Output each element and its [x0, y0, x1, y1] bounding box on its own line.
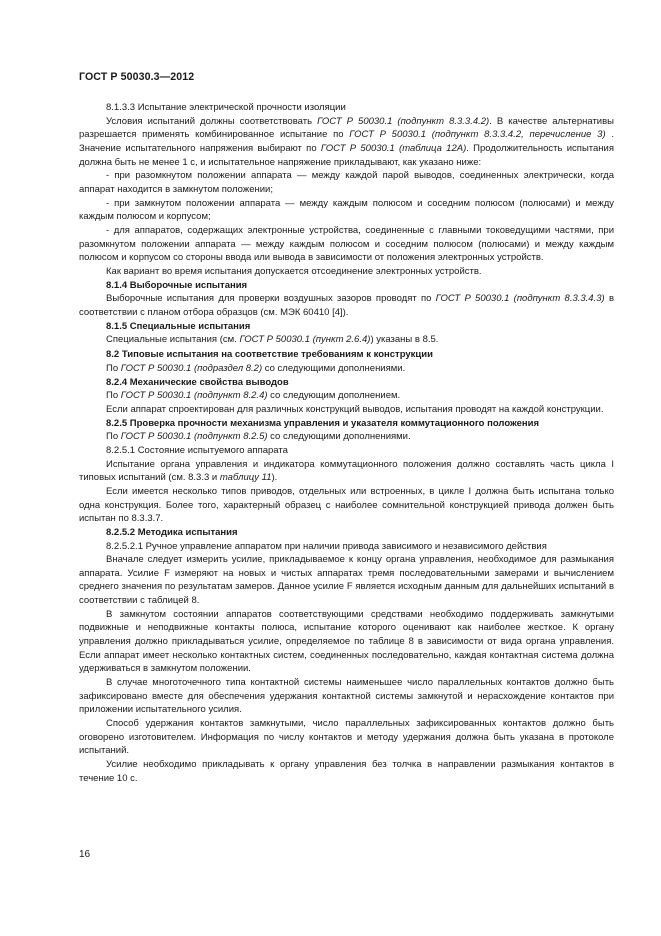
paragraph [79, 224, 614, 265]
text-run: со следующими дополнениями. [262, 362, 406, 374]
text-run: 8.1.5 Специальные испытания [106, 320, 251, 332]
text-run: По [106, 431, 121, 443]
text-run: Если имеется несколько типов приводов, отдельных или встроенных, в цикле I должна быть испытана только одна конструкция. Более того, характерный образец с наиболее сомнительной конструкцией привода должен быть испытан по 8.3.3.7. [79, 485, 614, 525]
reference-citation: ГОСТ Р 50030.1 (таблица 12А) [320, 142, 467, 154]
reference-citation: ГОСТ Р 50030.1 (пункт 2.6.4) [239, 334, 371, 346]
text-run: В замкнутом состоянии аппаратов соответствующими средствами необходимо поддерживать замкнутыми подвижные и неподвижные контакты полюса, испытание которого оценивают как наиболее жесткое. К органу управления должно прикладываться усилие, определяемое по таблице 8 в зависимости от вида органа управления. Если аппарат имеет несколько контактных систем, соединенных последовательно, каждая контактная система должна удерживаться в замкнутом положении. [79, 608, 614, 675]
text-run: - при разомкнутом положении аппарата — между каждой парой выводов, соединенных электрически, когда аппарат находится в замкнутом положении; [79, 170, 614, 195]
paragraph [79, 115, 614, 170]
paragraph [79, 485, 614, 526]
paragraph [79, 758, 614, 785]
paragraph [79, 333, 614, 347]
text-run: Если аппарат спроектирован для различных конструкций выводов, испытания проводят на каждой конструкции. [106, 403, 604, 415]
paragraph [79, 553, 614, 608]
text-run: Усилие необходимо прикладывать к органу управления без толчка в направлении размыкания контактов в течение 10 с. [79, 759, 614, 784]
text-run: ). [271, 472, 278, 484]
text-run: 8.1.4 Выборочные испытания [106, 279, 248, 291]
text-run: со следующим дополнением. [267, 390, 401, 402]
text-run: По [106, 390, 121, 402]
paragraph [79, 265, 614, 279]
section-heading [79, 526, 614, 540]
text-run: 8.2.5.1 Состояние испытуемого аппарата [106, 444, 288, 456]
paragraph [79, 444, 614, 458]
paragraph [79, 169, 614, 196]
text-run: в соответствии с планом отбора образцов (см. МЭК 60410 [4]). [79, 293, 614, 318]
reference-citation: ГОСТ Р 50030.1 (подпункт 8.3.3.4.3) [435, 293, 605, 305]
text-run: Выборочные испытания для проверки воздушных зазоров проводят по [106, 293, 436, 305]
reference-citation: ГОСТ Р 50030.1 (подпункт 8.2.4) [120, 390, 268, 402]
paragraph [79, 403, 614, 417]
text-run: Способ удержания контактов замкнутыми, число параллельных зафиксированных контактов должно быть оговорено изготовителем. Информация по числу контактов и методу удержания должна быть указана в протоколе испытаний. [79, 718, 614, 757]
text-run: В случае многоточечного типа контактной системы наименьшее число параллельных контактов должно быть зафиксировано вместе для обеспечения удержания контактной системы замкнутой и нерасхождение контактов при приложении испытательного усилия. [79, 677, 614, 716]
section-heading [79, 279, 614, 293]
reference-citation: ГОСТ Р 50030.1 (подраздел 8.2) [120, 362, 263, 374]
page-number: 16 [79, 849, 91, 860]
text-run: - при замкнутом положении аппарата — между каждым полюсом и соседним полюсом (полюсами) и между каждым полюсом и корпусом; [79, 197, 614, 223]
text-run: 8.2.5.2.1 Ручное управление аппаратом при наличии привода зависимого и независимого действия [106, 540, 547, 552]
paragraph [79, 362, 614, 376]
text-run: Испытание органа управления и индикатора коммутационного положения должно составлять часть цикла I типовых испытаний (см. 8.3.3 и [79, 458, 614, 484]
text-run: По [106, 362, 121, 374]
text-run: 8.1.3.3 Испытание электрической прочности изоляции [106, 102, 346, 113]
paragraph [79, 676, 614, 717]
document-header: ГОСТ Р 50030.3—2012 [79, 71, 195, 83]
section-heading [79, 348, 614, 362]
paragraph [79, 292, 614, 319]
paragraph [79, 101, 614, 115]
text-run: - для аппаратов, содержащих электронные устройства, соединенные с главными токоведущими частями, при разомкнутом положении аппарата — между каждым полюсом и соседним полюсом (полюсами) и между каждым полюсом и корпусом со стороны ввода или вывода в зависимости от положения электронных устройств. [79, 224, 614, 264]
paragraph [79, 458, 614, 485]
section-heading [79, 320, 614, 334]
document-body [79, 101, 614, 785]
text-run: ) указаны в 8.5. [370, 334, 439, 346]
text-run: . В качестве альтернативы разрешается применять комбинированное испытание по [79, 115, 614, 141]
paragraph [79, 608, 614, 676]
text-run: Вначале следует измерить усилие, прикладываемое к концу органа управления, необходимое для размыкания аппарата. Усилие F измеряют на новых и чистых аппаратах тремя последовательными замерами и вычислением среднего значения по результатам замеров. Данное усилие F является исходным данным для дальнейших испытаний в соответствии с таблицей 8. [79, 554, 614, 607]
text-run: со следующими дополнениями. [267, 431, 411, 443]
reference-citation: таблицу 11 [219, 472, 272, 484]
text-run: . Продолжительность испытания должна быть не менее 1 с, и испытательное напряжение прикладывают, как указано ниже: [79, 142, 614, 168]
text-run: . Значение испытательного напряжения выбирают по [79, 129, 615, 154]
section-heading [79, 376, 614, 390]
section-heading [79, 417, 614, 431]
reference-citation: ГОСТ Р 50030.1 (подпункт 8.2.5) [120, 431, 268, 443]
text-run: 8.2.4 Механические свойства выводов [106, 376, 289, 388]
reference-citation: ГОСТ Р 50030.1 (подпункт 8.3.3.4.2) [317, 115, 490, 127]
paragraph [79, 389, 614, 403]
paragraph [79, 197, 614, 224]
text-run: Условия испытаний должны соответствовать [106, 115, 318, 127]
text-run: 8.2 Типовые испытания на соответствие требованиям к конструкции [106, 349, 433, 361]
text-run: 8.2.5 Проверка прочности механизма управления и указателя коммутационного положения [106, 417, 540, 429]
reference-citation: ГОСТ Р 50030.1 (подпункт 8.3.3.4.2, перечисление 3) [349, 129, 606, 141]
text-run: Как вариант во время испытания допускается отсоединение электронных устройств. [106, 265, 482, 277]
paragraph [79, 540, 614, 554]
text-run: 8.2.5.2 Методика испытания [106, 526, 238, 538]
text-run: Специальные испытания (см. [106, 334, 240, 346]
paragraph [79, 717, 614, 758]
paragraph [79, 430, 614, 444]
